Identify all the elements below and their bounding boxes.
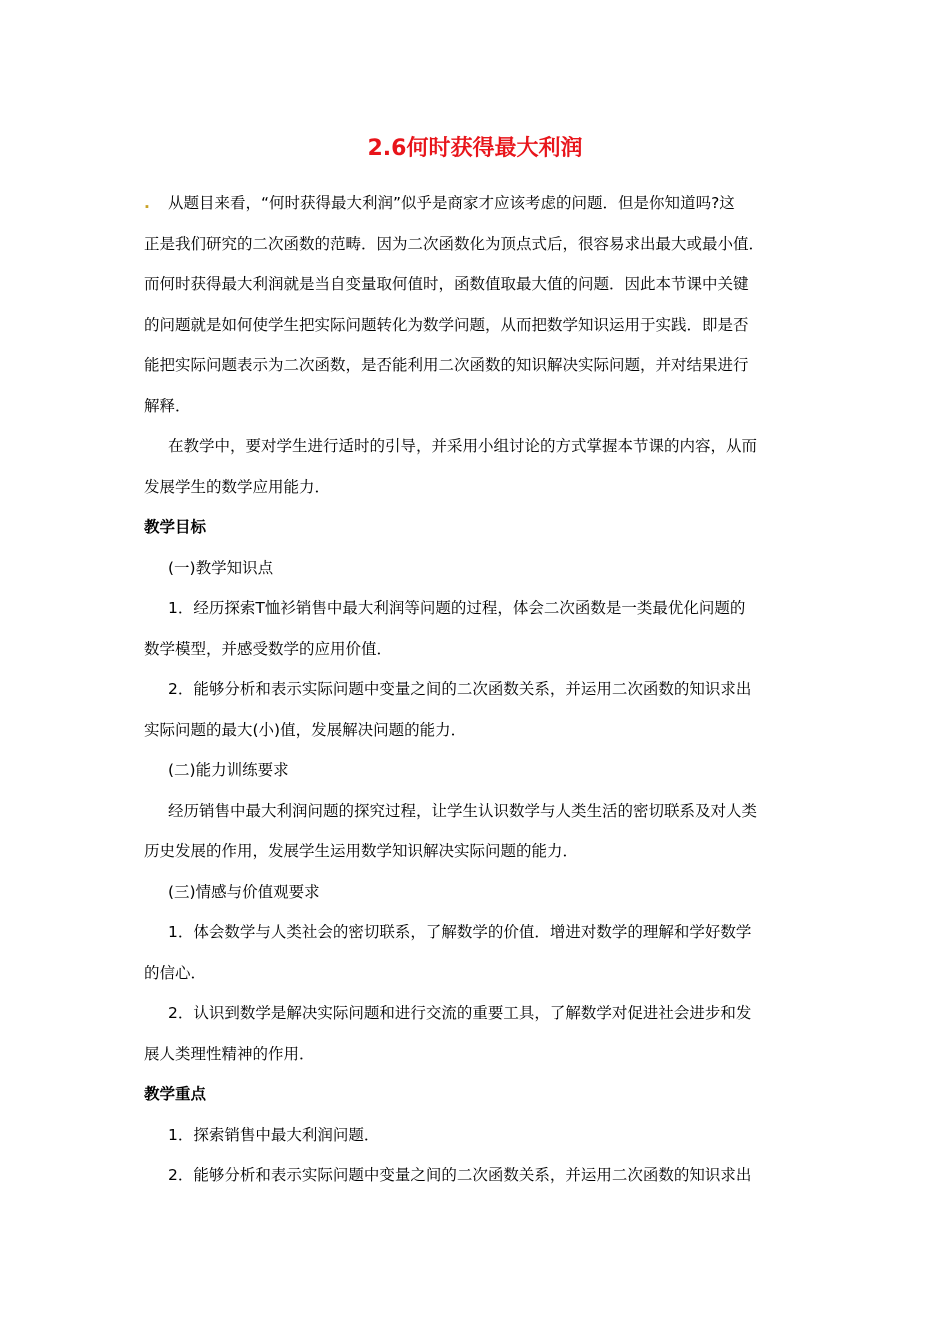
document-body	[144, 183, 808, 1196]
paragraph-line: 历史发展的作用，发展学生运用数学知识解决实际问题的能力．	[144, 842, 579, 860]
paragraph-line: . 从题目来看，“何时获得最大利润”似乎是商家才应该考虑的问题．但是你知道吗?这	[144, 183, 808, 224]
list-item-line: 的信心．	[144, 963, 207, 982]
paragraph-line: 发展学生的数学应用能力．	[144, 477, 331, 496]
document-title: 2.6何时获得最大利润	[367, 136, 583, 161]
section-heading-key-points: 教学重点	[144, 1085, 207, 1103]
paragraph-line: 在教学中，要对学生进行适时的引导，并采用小组讨论的方式掌握本节课的内容，从而	[168, 437, 758, 455]
paragraph-marker: .	[144, 194, 150, 212]
paragraph-line: 解释．	[144, 396, 191, 415]
list-item-line: 2．能够分析和表示实际问题中变量之间的二次函数关系，并运用二次函数的知识求出	[168, 680, 752, 698]
list-item-line: 展人类理性精神的作用．	[144, 1044, 315, 1063]
paragraph-line: 的问题就是如何使学生把实际问题转化为数学问题，从而把数学知识运用于实践．即是否	[144, 315, 749, 334]
subsection-heading: (一)教学知识点	[168, 558, 274, 577]
list-item-line: 2．能够分析和表示实际问题中变量之间的二次函数关系，并运用二次函数的知识求出	[168, 1166, 752, 1184]
paragraph-line: 经历销售中最大利润问题的探究过程，让学生认识数学与人类生活的密切联系及对人类	[168, 801, 758, 820]
paragraph-line: 正是我们研究的二次函数的范畴．因为二次函数化为顶点式后，很容易求出最大或最小值．	[144, 234, 765, 253]
section-heading-objectives: 教学目标	[144, 518, 207, 536]
list-item-line: 1．经历探索T恤衫销售中最大利润等问题的过程，体会二次函数是一类最优化问题的	[168, 599, 746, 617]
list-item-line: 实际问题的最大(小)值，发展解决问题的能力．	[144, 720, 467, 739]
list-item-line: 数学模型，并感受数学的应用价值．	[144, 639, 393, 658]
list-item-line: 1．体会数学与人类社会的密切联系，了解数学的价值．增进对数学的理解和学好数学	[168, 923, 752, 941]
list-item-line: 1．探索销售中最大利润问题．	[168, 1125, 380, 1144]
list-item-line: 2．认识到数学是解决实际问题和进行交流的重要工具，了解数学对促进社会进步和发	[168, 1004, 752, 1022]
subsection-heading: (二)能力训练要求	[168, 761, 289, 779]
subsection-heading: (三)情感与价值观要求	[168, 882, 320, 901]
paragraph-line: 而何时获得最大利润就是当自变量取何值时，函数值取最大值的问题．因此本节课中关键	[144, 275, 749, 293]
paragraph-line: 能把实际问题表示为二次函数，是否能利用二次函数的知识解决实际问题，并对结果进行	[144, 356, 749, 374]
